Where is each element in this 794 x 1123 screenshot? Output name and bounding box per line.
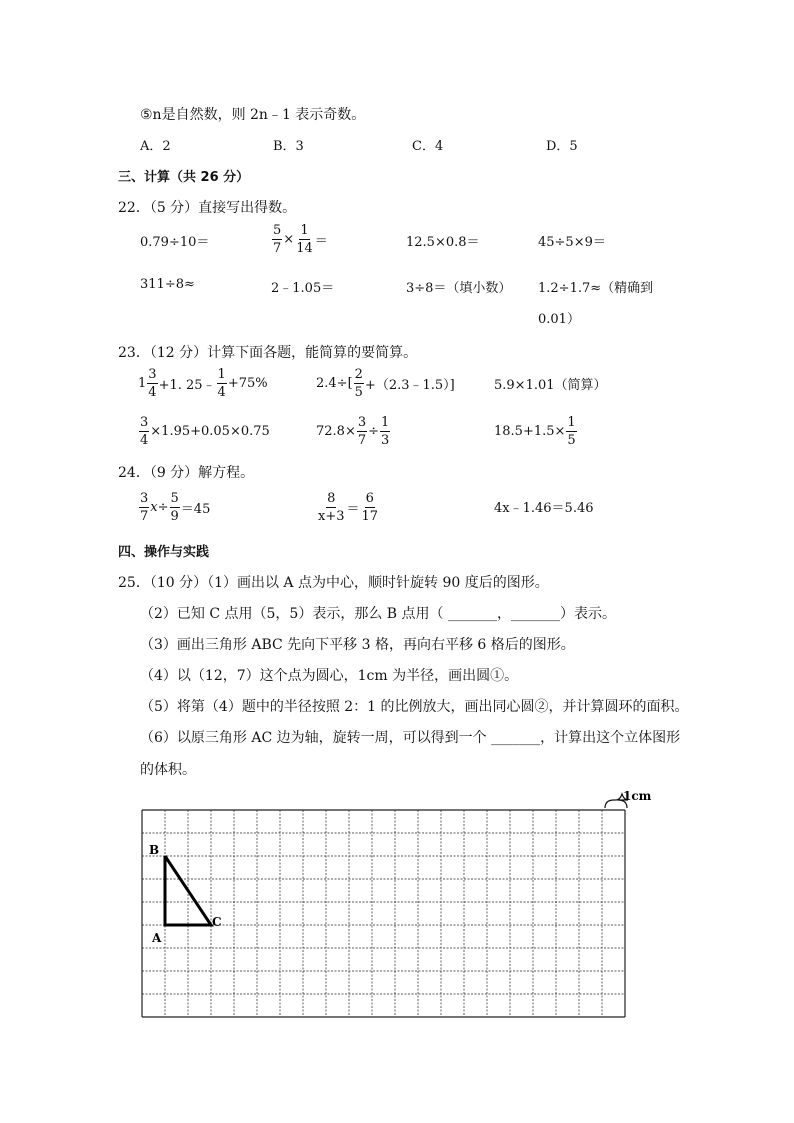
fraction: $\frac{8}{x+3}$: [318, 491, 345, 524]
q25-part-6: （6）以原三角形 AC 边为轴，旋转一周，可以得到一个 _______，计算出这个立体图形: [140, 730, 681, 746]
label-c: C: [212, 915, 222, 929]
q23-expr-4: $\frac{3}{4}$ ×1.95+0.05×0.75: [140, 415, 270, 448]
q24-eq-1: $\frac{3}{7}$ x÷ $\frac{5}{9}$ ＝45: [140, 491, 211, 524]
q25-part-3: （3）画出三角形 ABC 先向下平移 3 格，再向右平移 6 格后的图形。: [140, 637, 575, 653]
q21-option-d: D．5: [546, 139, 578, 154]
q22-item-7: 3÷8＝（填小数）: [406, 281, 512, 296]
fraction: $\frac{3}{7}$: [357, 415, 367, 448]
fraction: $\frac{2}{5}$: [354, 367, 363, 400]
q23-expr-2: 2.4÷[ $\frac{2}{5}$ +（2.3﹣1.5）]: [316, 367, 455, 400]
grid-lines: [142, 810, 625, 1017]
q25-part-5: （5）将第（4）题中的半径按照 2：1 的比例放大，画出同心圆②，并计算圆环的面积。: [140, 699, 689, 715]
q23-header: 23．（12 分）计算下面各题，能简算的要简算。: [118, 345, 418, 361]
section3-title: 三、计算（共 26 分）: [118, 170, 250, 185]
q21-statement: ⑤n是自然数，则 2n﹣1 表示奇数。: [140, 107, 366, 123]
fraction: $\frac{3}{4}$: [140, 415, 149, 448]
fraction: $\frac{1}{14}$: [296, 223, 313, 256]
q22-item-1: 0.79÷10＝: [140, 235, 210, 250]
q22-item-2: $\frac{5}{7}$ × $\frac{1}{14}$ ＝: [273, 223, 328, 256]
q24-header: 24．（9 分）解方程。: [118, 465, 255, 481]
q21-option-a: A．2: [140, 139, 171, 154]
section4-title: 四、操作与实践: [118, 545, 210, 560]
label-b: B: [149, 843, 160, 857]
q24-eq-2: $\frac{8}{x+3}$ ＝ $\frac{6}{17}$: [318, 491, 379, 524]
fraction: $\frac{6}{17}$: [361, 491, 379, 524]
scale-label: 1cm: [623, 789, 652, 803]
q22-item-5: 311÷8≈: [140, 277, 195, 292]
grid-figure: [120, 782, 660, 1032]
label-a: A: [152, 931, 162, 945]
q22-item-8: 1.2÷1.7≈（精确到: [538, 281, 654, 296]
q23-expr-6: 18.5+1.5× $\frac{1}{5}$: [494, 415, 576, 448]
q22-item-3: 12.5×0.8＝: [406, 235, 480, 250]
q23-expr-3: 5.9×1.01（简算）: [494, 378, 607, 393]
q25-header: 25．（10 分）（1）画出以 A 点为中心，顺时针旋转 90 度后的图形。: [118, 575, 549, 591]
fraction: $\frac{3}{4}$: [148, 367, 157, 400]
fraction: $\frac{5}{9}$: [170, 491, 179, 524]
q22-item-8-cont: 0.01）: [538, 312, 580, 327]
q23-expr-5: 72.8× $\frac{3}{7}$ ÷ $\frac{1}{3}$: [316, 415, 390, 448]
fraction: $\frac{3}{7}$: [140, 491, 149, 524]
q22-item-4: 45÷5×9＝: [538, 235, 606, 250]
q21-option-c: C．4: [412, 139, 444, 154]
fraction: $\frac{1}{5}$: [567, 415, 576, 448]
q24-eq-3: 4x﹣1.46＝5.46: [494, 501, 594, 516]
fraction: $\frac{1}{3}$: [381, 415, 390, 448]
q21-option-b: B．3: [273, 139, 304, 154]
q23-expr-1: 1 $\frac{3}{4}$ +1. 25﹣ $\frac{1}{4}$ +75%: [138, 367, 268, 400]
q25-part-2: （2）已知 C 点用（5，5）表示，那么 B 点用（ _______，_______）表示。: [140, 606, 616, 622]
q25-part-6-cont: 的体积。: [140, 762, 196, 778]
q22-header: 22．（5 分）直接写出得数。: [118, 200, 297, 216]
fraction: $\frac{1}{4}$: [217, 367, 226, 400]
q25-part-4: （4）以（12，7）这个点为圆心，1cm 为半径，画出圆①。: [140, 668, 519, 684]
fraction: $\frac{5}{7}$: [273, 223, 282, 256]
q22-item-6: 2﹣1.05＝: [271, 281, 335, 296]
